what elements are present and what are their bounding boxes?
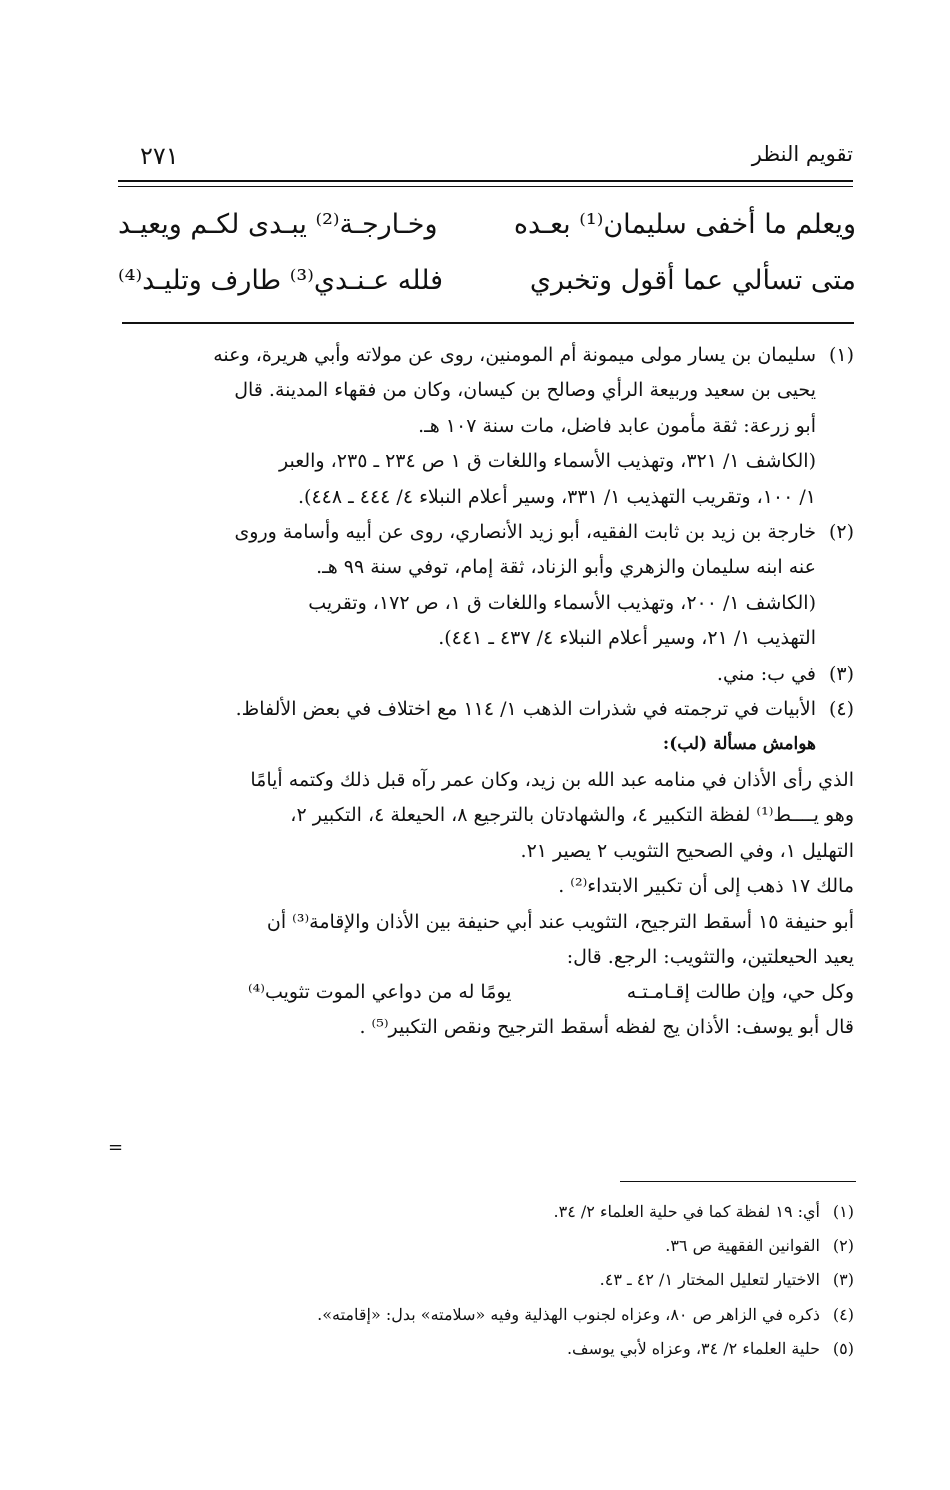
footnote-number: (٢)	[832, 1236, 854, 1256]
verse-2-second-hemistich: فلله عـنـدي⁽³⁾ طارف وتليـد⁽⁴⁾	[118, 265, 444, 296]
verse-2	[118, 261, 856, 317]
notes-separator	[122, 322, 854, 324]
note-line: (الكاشف ١/ ٢٠٠، وتهذيب الأسماء واللغات ق ١، ص ١٧٢، وتقريب	[308, 591, 816, 614]
poem	[118, 205, 856, 317]
footnotes	[114, 1195, 854, 1366]
footnote-5	[114, 1332, 854, 1366]
footnote-text: الاختيار لتعليل المختار ١/ ٤٢ ـ ٤٣.	[599, 1270, 820, 1290]
note-4	[118, 692, 854, 763]
footnote-4	[114, 1298, 854, 1332]
footnote-text: أي: ١٩ لفظة كما في حلية العلماء ٢/ ٣٤.	[553, 1202, 820, 1221]
editor-notes	[118, 338, 854, 1046]
margin-line: أبو حنيفة ١٥ أسقط الترجيح، التثويب عند أبي حنيفة بين الأذان والإقامة⁽³⁾ أن	[266, 910, 854, 933]
margin-line: التهليل ١، وفي الصحيح التثويب ٢ يصير ٢١.	[520, 839, 854, 862]
note-line: أبو زرعة: ثقة مأمون عابد فاضل، مات سنة ١٠٧ هـ.	[418, 414, 816, 437]
note-2	[118, 515, 854, 657]
margin-verse-first-hemistich: وكل حي، وإن طالت إقـامـتـه	[626, 981, 854, 1004]
note-number: (١)	[828, 344, 854, 366]
running-title: تقويم النظر	[751, 142, 853, 166]
footnote-text: القوانين الفقهية ص ٣٦.	[665, 1236, 820, 1256]
verse-1	[118, 205, 856, 261]
note-3	[118, 657, 854, 692]
footnote-2	[114, 1229, 854, 1263]
header-rule	[118, 180, 853, 182]
footnote-1	[114, 1195, 854, 1229]
footnote-number: (٤)	[832, 1304, 854, 1324]
note-line: يحيى بن سعيد وربيعة الرأي وصالح بن كيسان، وكان من فقهاء المدينة. قال	[234, 379, 816, 402]
footnote-text: ذكره في الزاهر ص ٨٠، وعزاه لجنوب الهذلية وفيه «سلامته» بدل: «إقامته».	[317, 1304, 820, 1324]
note-line: سليمان بن يسار مولى ميمونة أم المومنين، روى عن مولاته وأبي هريرة، وعنه	[213, 344, 816, 366]
page-number: ٢٧١	[140, 142, 179, 170]
note-number: (٣)	[828, 662, 854, 685]
footnote-number: (١)	[832, 1202, 854, 1221]
note-number: (٤)	[828, 698, 854, 721]
note-line: (الكاشف ١/ ٣٢١، وتهذيب الأسماء واللغات ق ١ ص ٢٣٤ ـ ٢٣٥، والعبر	[278, 450, 816, 473]
note-line: ١/ ١٠٠، وتقريب التهذيب ١/ ٣٣١، وسير أعلام النبلاء ٤/ ٤٤٤ ـ ٤٤٨).	[298, 485, 816, 508]
margin-line: يعيد الحيعلتين، والتثويب: الرجع. قال:	[566, 945, 854, 968]
footnote-3	[114, 1263, 854, 1297]
note-line: التهذيب ١/ ٢١، وسير أعلام النبلاء ٤/ ٤٣٧ ـ ٤٤١).	[438, 627, 816, 650]
note-1	[118, 338, 854, 515]
note-line: خارجة بن زيد بن ثابت الفقيه، أبو زيد الأنصاري، روى عن أبيه وأسامة وروى	[234, 521, 816, 544]
footnote-number: (٥)	[832, 1338, 854, 1358]
margin-line: قال أبو يوسف: الأذان يج لفظه أسقط الترجيح ونقص التكبير⁽⁵⁾ .	[359, 1016, 854, 1039]
margin-notes	[118, 763, 854, 1046]
margin-line: الذي رأى الأذان في منامه عبد الله بن زيد، وكان عمر رآه قبل ذلك وكتمه أيامًا	[250, 768, 854, 791]
verse-1-first-hemistich: ويعلم ما أخفى سليمان⁽¹⁾ بعـده	[513, 209, 856, 240]
footnote-number: (٣)	[832, 1270, 854, 1290]
footnote-separator	[620, 1181, 856, 1182]
footnote-text: حلية العلماء ٢/ ٣٤، وعزاه لأبي يوسف.	[566, 1338, 820, 1358]
note-line: الأبيات في ترجمته في شذرات الذهب ١/ ١١٤ مع اختلاف في بعض الألفاظ.	[235, 698, 816, 721]
margin-line: مالك ١٧ ذهب إلى أن تكبير الابتداء⁽²⁾ .	[558, 875, 854, 898]
verse-2-first-hemistich: متى تسألي عما أقول وتخبري	[529, 265, 856, 296]
margin-heading: هوامش مسألة (لب):	[662, 734, 816, 755]
note-line: في ب: مني.	[716, 662, 816, 685]
header-rule-thin	[118, 186, 853, 187]
note-line: عنه ابنه سليمان والزهري وأبو الزناد، ثقة إمام، توفي سنة ٩٩ هـ.	[316, 556, 816, 579]
continuation-mark: =	[108, 1137, 124, 1158]
margin-verse	[118, 975, 854, 1010]
verse-1-second-hemistich: وخـارجـة⁽²⁾ يبـدى لكـم ويعيـد	[118, 209, 438, 240]
running-header	[118, 138, 853, 178]
margin-verse-second-hemistich: يومًا له من دواعي الموت تثويب⁽⁴⁾	[248, 981, 512, 1004]
margin-line: وهو يــــط⁽¹⁾ لفظة التكبير ٤، والشهادتان بالترجيع ٨، الحيعلة ٤، التكبير ٢،	[290, 804, 854, 827]
note-number: (٢)	[828, 521, 854, 544]
